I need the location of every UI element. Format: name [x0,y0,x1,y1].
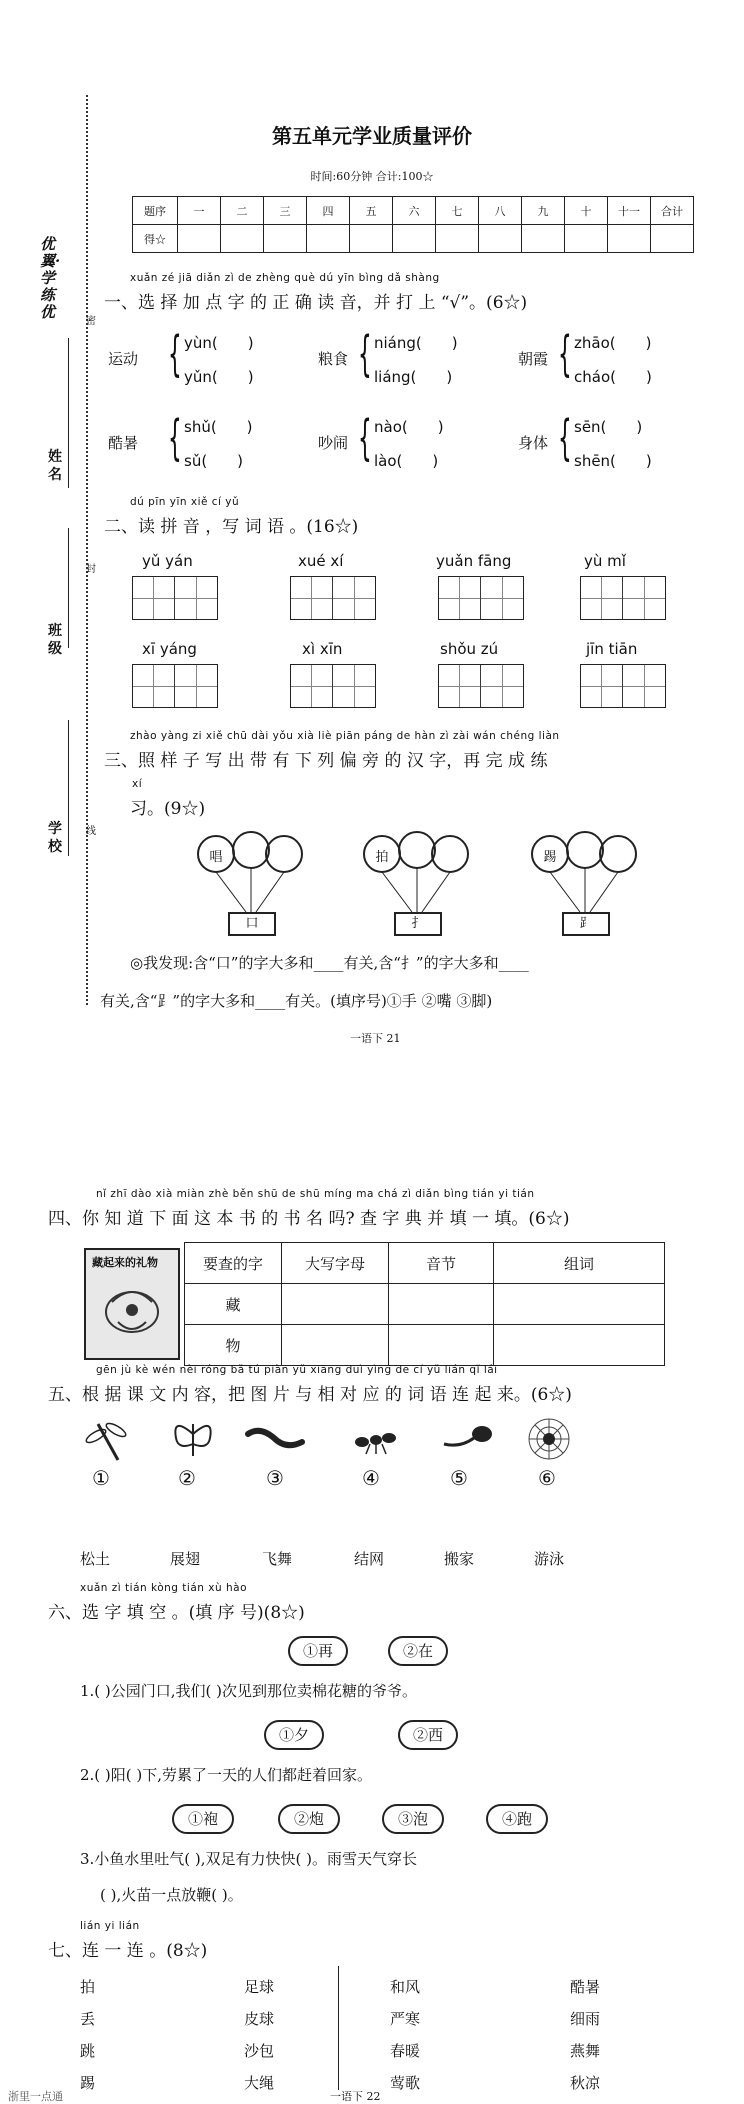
table-header-row [185,1243,665,1284]
s1-option[interactable]: liáng( ) [374,368,453,386]
char-option[interactable]: ①袍 [172,1804,234,1834]
score-input-cell[interactable] [393,225,436,253]
score-table [132,196,694,253]
class-label: 班级 [48,623,62,657]
answer-cell[interactable] [282,1284,389,1325]
match-word[interactable]: 展翅 [170,1550,201,1568]
dictionary-table [184,1242,665,1366]
binding-line [86,95,88,1005]
s3-discovery-line-2[interactable]: 有关,含“⻊”的字大多和____有关。(填序号)①手 ②嘴 ③脚) [100,992,493,1010]
char-option[interactable]: ②在 [388,1636,448,1666]
score-input-cell[interactable] [565,225,608,253]
match-word[interactable]: 结网 [354,1550,385,1568]
score-input-cell[interactable] [264,225,307,253]
s6-question-1[interactable]: 1.( )公园门口,我们( )次见到那位卖棉花糖的爷爷。 [80,1682,418,1700]
s1-option[interactable]: shēn( ) [574,452,652,470]
s3-title: 三、照 样 子 写 出 带 有 下 列 偏 旁 的 汉 字，再 完 成 练 [104,751,548,771]
score-table-header-row [133,197,694,225]
s1-option[interactable]: yǔn( ) [184,368,254,386]
answer-balloon[interactable] [432,846,464,878]
s6-pinyin: xuǎn zì tián kòng tián xù hào [80,1582,247,1594]
name-field[interactable] [68,338,69,488]
s1-option[interactable]: nào( ) [374,418,444,436]
answer-cell[interactable] [389,1284,494,1325]
s1-title: 一、选 择 加 点 字 的 正 确 读 音，并 打 上 “√”。(6☆) [104,293,528,313]
score-input-cell[interactable] [307,225,350,253]
match-word[interactable]: 游泳 [534,1550,565,1568]
score-cell: 五 [350,197,393,225]
spider-icon [524,1414,574,1464]
answer-cell[interactable] [389,1325,494,1366]
match-right-item[interactable]: 燕舞 [570,2042,601,2060]
brace-icon: { [358,410,372,466]
s3-title-2: 习。(9☆) [130,799,206,819]
s1-option[interactable]: sēn( ) [574,418,643,436]
match-left-item[interactable]: 踢 [80,2074,96,2092]
match-right-item[interactable]: 秋凉 [570,2074,601,2092]
score-cell: 七 [436,197,479,225]
s2-pinyin-word: yǔ yán [142,552,193,570]
s3-discovery-line-1[interactable]: ◎我发现:含“口”的字大多和____有关,含“扌”的字大多和____ [130,954,529,972]
s5-title: 五、根 据 课 文 内 容，把 图 片 与 相 对 应 的 词 语 连 起 来。(6☆) [48,1385,572,1405]
s1-word: 运动 [108,350,139,368]
writing-grid[interactable] [438,576,524,620]
match-left-item[interactable]: 丢 [80,2010,96,2028]
brace-icon: { [168,326,182,382]
char-option[interactable]: ④跑 [486,1804,548,1834]
s1-option[interactable]: yùn( ) [184,334,254,352]
score-cell: 题序 [133,197,178,225]
s5-pinyin: gēn jù kè wén nèi róng bǎ tú piàn yǔ xiāng duì yìng de cí yǔ lián qǐ lái [96,1364,498,1376]
score-cell: 二 [221,197,264,225]
watermark: 浙里一点通 [8,2090,63,2103]
radical-box: 口 [228,912,276,936]
table-cell: 物 [185,1325,282,1366]
writing-grid[interactable] [580,664,666,708]
s6-question-3[interactable]: 3.小鱼水里吐气( ),双足有力快快( )。雨雪天气穿长 [80,1850,418,1868]
table-row [185,1325,665,1366]
animal-number: ⑤ [450,1466,468,1490]
score-input-cell[interactable] [178,225,221,253]
writing-grid[interactable] [290,576,376,620]
table-row [185,1284,665,1325]
char-option[interactable]: ③泡 [382,1804,444,1834]
s2-pinyin-word: xì xīn [302,640,343,658]
radical-box: 扌 [394,912,442,936]
table-header: 组词 [494,1243,665,1284]
s4-title: 四、你 知 道 下 面 这 本 书 的 书 名 吗? 查 字 典 并 填 一 填。(6☆) [48,1209,570,1229]
score-cell: 九 [522,197,565,225]
s1-option[interactable]: cháo( ) [574,368,652,386]
s1-option[interactable]: sǔ( ) [184,452,244,470]
score-cell: 合计 [651,197,694,225]
tadpole-icon [440,1422,496,1458]
s4-pinyin: nǐ zhī dào xià miàn zhè běn shū de shū míng ma chá zì diǎn bìng tián yi tián [96,1188,535,1200]
s6-title: 六、选 字 填 空 。(填 序 号)(8☆) [48,1603,305,1623]
page-title: 第五单元学业质量评价 [272,124,472,148]
brace-icon: { [168,410,182,466]
score-cell: 六 [393,197,436,225]
writing-grid[interactable] [438,664,524,708]
match-left-item[interactable]: 皮球 [244,2010,275,2028]
score-cell: 一 [178,197,221,225]
match-word[interactable]: 松土 [80,1550,111,1568]
s2-pinyin-word: yuǎn fāng [436,552,512,570]
animal-number: ① [92,1466,110,1490]
s3-pinyin: zhào yàng zi xiě chū dài yǒu xià liè piān páng de hàn zì zài wán chéng liàn [130,730,560,742]
exam-info: 时间:60分钟 合计:100☆ [310,170,434,183]
class-field[interactable] [68,528,69,648]
table-header: 要查的字 [185,1243,282,1284]
s6-question-3-cont[interactable]: ( ),火苗一点放鞭( )。 [100,1886,243,1904]
earthworm-icon [244,1424,308,1456]
match-right-item[interactable]: 严寒 [390,2010,421,2028]
score-input-cell[interactable] [522,225,565,253]
match-right-item[interactable]: 酷暑 [570,1978,601,1996]
match-left-item[interactable]: 沙包 [244,2042,275,2060]
s1-option[interactable]: shǔ( ) [184,418,253,436]
s2-pinyin: dú pīn yīn xiě cí yǔ [130,496,240,508]
answer-balloon[interactable] [266,846,298,878]
answer-cell[interactable] [282,1325,389,1366]
match-left-item[interactable]: 大绳 [244,2074,275,2092]
s2-pinyin-word: xī yáng [142,640,197,658]
s2-title: 二、读 拼 音 ，写 词 语 。(16☆) [104,517,359,537]
s2-pinyin-word: jīn tiān [586,640,638,658]
writing-grid[interactable] [290,664,376,708]
s1-word: 吵闹 [318,434,349,452]
score-cell: 十 [565,197,608,225]
school-label: 学校 [48,821,62,855]
s6-question-2[interactable]: 2.( )阳( )下,劳累了一天的人们都赶着回家。 [80,1766,373,1784]
book-cover [84,1248,180,1360]
writing-grid[interactable] [132,576,218,620]
table-header: 音节 [389,1243,494,1284]
match-word[interactable]: 搬家 [444,1550,475,1568]
page-footer: 一语下 22 [330,2090,381,2103]
answer-balloon[interactable] [567,842,599,874]
page-footer: 一语下 21 [350,1032,401,1045]
score-input-cell[interactable] [479,225,522,253]
answer-balloon[interactable] [399,842,431,874]
score-table-row [133,225,694,253]
score-cell: 十一 [608,197,651,225]
match-right-item[interactable]: 莺歌 [390,2074,421,2092]
s1-word: 酷暑 [108,434,139,452]
score-input-cell[interactable] [350,225,393,253]
match-left-item[interactable]: 拍 [80,1978,96,1996]
match-left-item[interactable]: 足球 [244,1978,275,1996]
school-field[interactable] [68,720,69,856]
s1-word: 朝霞 [518,350,549,368]
column-divider [338,1966,339,2090]
example-char: 唱 [209,850,223,865]
match-word[interactable]: 飞舞 [262,1550,293,1568]
brace-icon: { [558,410,572,466]
writing-grid[interactable] [580,576,666,620]
ant-icon [352,1424,400,1458]
feng-mark: 封 [86,564,96,575]
radical-box: ⻊ [562,912,610,936]
example-char: 踢 [543,850,557,865]
s1-pinyin: xuǎn zé jiā diǎn zì de zhèng què dú yīn bìng dǎ shàng [130,272,440,284]
char-option[interactable]: ①再 [288,1636,348,1666]
s1-option[interactable]: lào( ) [374,452,439,470]
animal-number: ⑥ [538,1466,556,1490]
s7-pinyin: lián yi lián [80,1920,140,1932]
s1-option[interactable]: zhāo( ) [574,334,652,352]
match-right-item[interactable]: 细雨 [570,2010,601,2028]
score-input-cell[interactable] [436,225,479,253]
table-cell: 藏 [185,1284,282,1325]
xian-mark: 线 [86,826,96,837]
animal-number: ③ [266,1466,284,1490]
s2-pinyin-word: shǒu zú [440,640,499,658]
answer-cell[interactable] [494,1284,665,1325]
answer-cell[interactable] [494,1325,665,1366]
table-header: 大写字母 [282,1243,389,1284]
animal-number: ② [178,1466,196,1490]
s7-title: 七、连 一 连 。(8☆) [48,1941,208,1961]
brand-logo: 优翼·学练优 [40,235,61,321]
match-right-item[interactable]: 春暖 [390,2042,421,2060]
char-option[interactable]: ②西 [398,1720,458,1750]
answer-balloon[interactable] [233,842,265,874]
score-input-cell[interactable] [651,225,694,253]
char-option[interactable]: ②炮 [278,1804,340,1834]
char-option[interactable]: ①夕 [264,1720,324,1750]
s1-word: 身体 [518,434,549,452]
animal-number: ④ [362,1466,380,1490]
book-title: 藏起来的礼物 [92,1256,158,1269]
mi-mark: 密 [86,316,96,327]
match-left-item[interactable]: 跳 [80,2042,96,2060]
score-cell: 四 [307,197,350,225]
score-cell: 三 [264,197,307,225]
s1-option[interactable]: niáng( ) [374,334,458,352]
score-cell: 得☆ [133,225,178,253]
score-cell: 八 [479,197,522,225]
score-input-cell[interactable] [608,225,651,253]
brace-icon: { [358,326,372,382]
answer-balloon[interactable] [600,846,632,878]
score-input-cell[interactable] [221,225,264,253]
brace-icon: { [558,326,572,382]
example-char: 拍 [375,850,389,865]
s3-pinyin-2: xí [132,778,143,790]
gift-illustration [98,1272,166,1348]
s2-pinyin-word: yù mǐ [584,552,626,570]
s1-word: 粮食 [318,350,349,368]
dragonfly-icon [84,1418,134,1464]
writing-grid[interactable] [132,664,218,708]
butterfly-icon [168,1414,218,1464]
match-right-item[interactable]: 和风 [390,1978,421,1996]
name-label: 姓名 [48,449,62,483]
s2-pinyin-word: xué xí [298,552,344,570]
